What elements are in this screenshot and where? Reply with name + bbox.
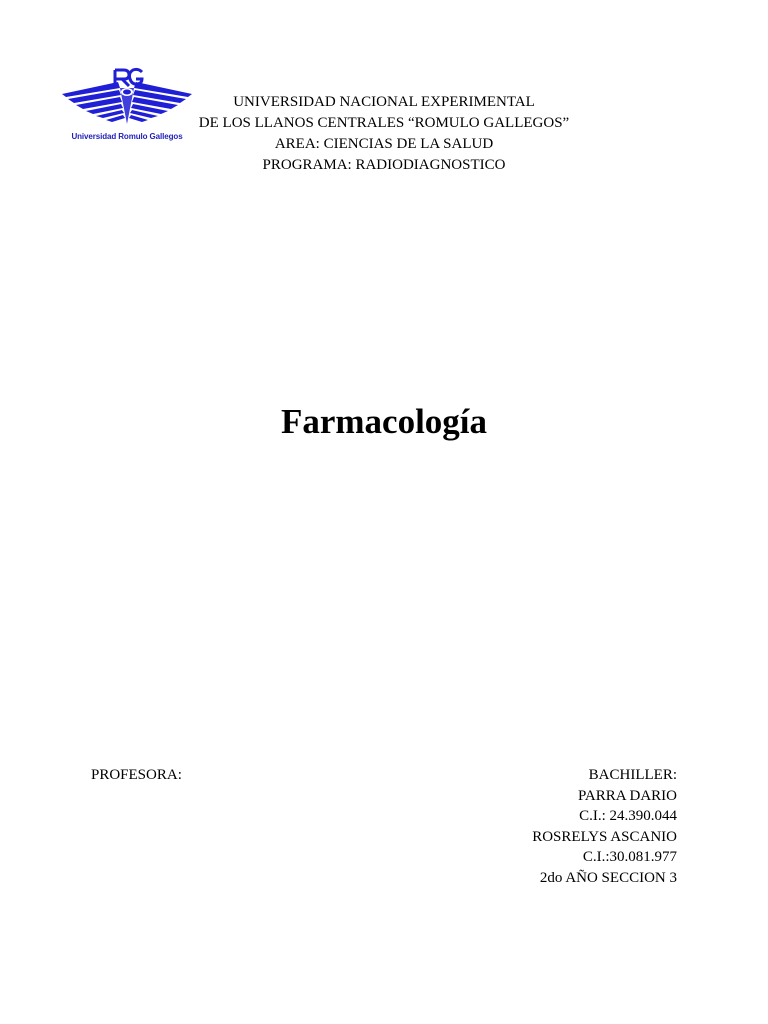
bachiller-label: BACHILLER: <box>588 767 677 783</box>
header-line-llanos: DE LOS LLANOS CENTRALES “ROMULO GALLEGOS” <box>198 115 570 131</box>
student-name-2: ROSRELYS ASCANIO <box>532 828 677 845</box>
logo-caption: Universidad Romulo Gallegos <box>71 132 183 141</box>
institution-header <box>0 92 768 176</box>
course-section: 2do AÑO SECCION 3 <box>539 869 677 886</box>
header-line-area: AREA: CIENCIAS DE LA SALUD <box>274 136 494 152</box>
header-line-university: UNIVERSIDAD NACIONAL EXPERIMENTAL <box>233 94 535 110</box>
student-ci-1: C.I.: 24.390.044 <box>579 808 677 824</box>
student-info-block <box>532 765 677 888</box>
student-ci-2: C.I.:30.081.977 <box>582 849 677 865</box>
document-title: Farmacología <box>280 402 488 441</box>
header-line-program: PROGRAMA: RADIODIAGNOSTICO <box>262 157 506 173</box>
profesora-label: PROFESORA: <box>91 767 182 783</box>
student-name-1: PARRA DARIO <box>577 787 677 804</box>
